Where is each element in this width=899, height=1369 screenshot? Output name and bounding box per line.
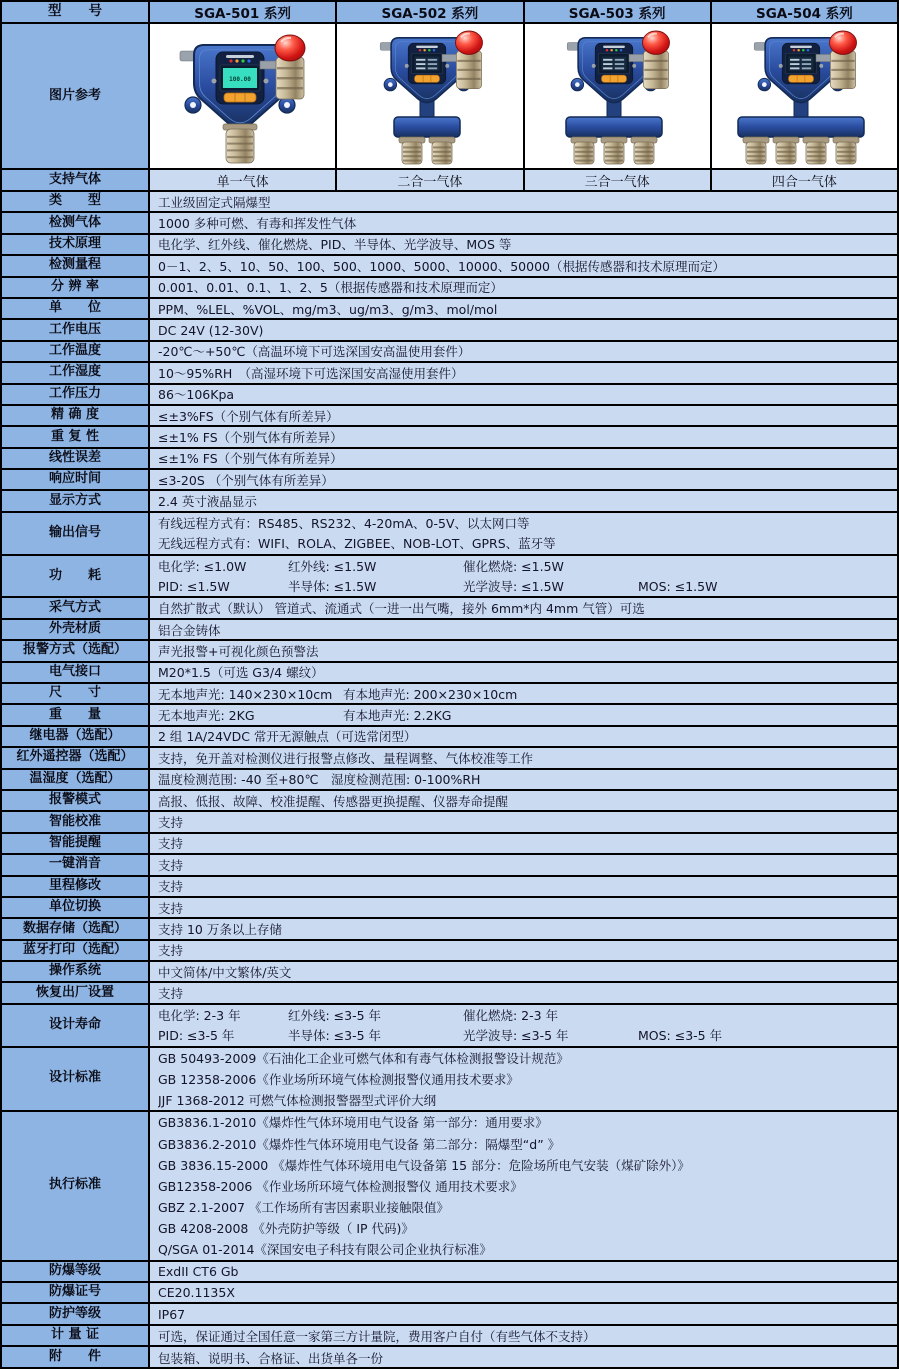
spec-segment: 有本地声光: 2.2KG bbox=[343, 708, 452, 724]
spec-row bbox=[2, 877, 897, 898]
spec-row bbox=[2, 213, 897, 234]
spec-value bbox=[150, 385, 897, 404]
spec-label: 恢复出厂设置 bbox=[2, 983, 150, 1002]
spec-row bbox=[2, 748, 897, 769]
spec-line: PPM、%LEL、%VOL、mg/m3、ug/m3、g/m3、mol/mol bbox=[158, 301, 498, 317]
spec-row bbox=[2, 363, 897, 384]
spec-segment: 光学波导: ≤1.5W bbox=[463, 579, 564, 595]
spec-row bbox=[2, 919, 897, 940]
gas-row-label: 支持气体 bbox=[2, 170, 150, 190]
spec-segment: 无本地声光: 2KG bbox=[158, 708, 255, 724]
product-image-SGA-504 bbox=[713, 25, 895, 167]
spec-label: 数据存储（选配） bbox=[2, 919, 150, 938]
spec-value bbox=[150, 556, 897, 597]
spec-line bbox=[158, 684, 897, 703]
spec-row bbox=[2, 641, 897, 662]
spec-label: 分 辨 率 bbox=[2, 278, 150, 297]
spec-line: ≤±1% FS（个别气体有所差异） bbox=[158, 451, 343, 467]
spec-label: 计 量 证 bbox=[2, 1326, 150, 1345]
spec-line: GB3836.2-2010《爆炸性气体环境用电气设备 第二部分：隔爆型“d” 》 bbox=[158, 1136, 561, 1152]
spec-label: 设计标准 bbox=[2, 1048, 150, 1110]
spec-row bbox=[2, 1005, 897, 1048]
model-header-row bbox=[2, 2, 897, 24]
spec-segment: 无本地声光: 140×230×10cm bbox=[158, 686, 333, 702]
spec-row bbox=[2, 898, 897, 919]
spec-label: 检测气体 bbox=[2, 213, 150, 232]
spec-value bbox=[150, 192, 897, 211]
spec-value bbox=[150, 663, 897, 682]
spec-label: 检测量程 bbox=[2, 256, 150, 275]
product-image-SGA-503 bbox=[526, 25, 708, 167]
spec-value bbox=[150, 235, 897, 254]
spec-row bbox=[2, 1048, 897, 1112]
spec-label: 工作压力 bbox=[2, 385, 150, 404]
spec-value bbox=[150, 898, 897, 917]
spec-label: 防护等级 bbox=[2, 1304, 150, 1323]
spec-segment: 半导体: ≤1.5W bbox=[288, 579, 377, 595]
spec-value bbox=[150, 962, 897, 981]
spec-label: 蓝牙打印（选配） bbox=[2, 941, 150, 960]
spec-value bbox=[150, 748, 897, 767]
product-image-SGA-501 bbox=[152, 25, 334, 167]
spec-label: 重 量 bbox=[2, 705, 150, 724]
spec-label: 继电器（选配） bbox=[2, 727, 150, 746]
spec-row bbox=[2, 556, 897, 599]
spec-value bbox=[150, 1283, 897, 1302]
spec-line: 0－1、2、5、10、50、100、500、1000、5000、10000、50000（根据传感器和技术原理而定） bbox=[158, 258, 725, 274]
spec-label: 外壳材质 bbox=[2, 620, 150, 639]
product-cell-SGA-504 bbox=[712, 24, 897, 168]
spec-line: GB 12358-2006《作业场所环境气体检测报警仪通用技术要求》 bbox=[158, 1071, 519, 1087]
spec-label: 技术原理 bbox=[2, 235, 150, 254]
spec-line: GBZ 2.1-2007 《工作场所有害因素职业接触限值》 bbox=[158, 1199, 449, 1215]
spec-line: 支持 bbox=[158, 943, 184, 959]
image-reference-row bbox=[2, 24, 897, 170]
spec-segment: MOS: ≤3-5 年 bbox=[638, 1028, 723, 1044]
product-cell-SGA-502 bbox=[337, 24, 524, 168]
spec-value bbox=[150, 1326, 897, 1345]
spec-label: 智能提醒 bbox=[2, 834, 150, 853]
spec-value bbox=[150, 363, 897, 382]
spec-line: 86～106Kpa bbox=[158, 387, 235, 403]
spec-value bbox=[150, 791, 897, 810]
spec-segment: 有本地声光: 200×230×10cm bbox=[343, 686, 518, 702]
spec-line: 无线远程方式有：WIFI、ROLA、ZIGBEE、NOB-LOT、GPRS、蓝牙等 bbox=[158, 536, 556, 552]
spec-label: 附 件 bbox=[2, 1347, 150, 1368]
spec-label: 温湿度（选配） bbox=[2, 770, 150, 789]
spec-label: 一键消音 bbox=[2, 855, 150, 874]
spec-label: 报警模式 bbox=[2, 791, 150, 810]
spec-row bbox=[2, 855, 897, 876]
spec-row bbox=[2, 278, 897, 299]
spec-value bbox=[150, 1262, 897, 1281]
spec-line: 有线远程方式有：RS485、RS232、4-20mA、0-5V、以太网口等 bbox=[158, 516, 530, 532]
spec-line: 声光报警+可视化颜色预警法 bbox=[158, 643, 319, 659]
spec-line: ≤3-20S （个别气体有所差异） bbox=[158, 472, 334, 488]
spec-line: 10～95%RH （高湿环境下可选深国安高湿使用套件） bbox=[158, 365, 464, 381]
spec-label: 电气接口 bbox=[2, 663, 150, 682]
spec-value bbox=[150, 342, 897, 361]
spec-line: 包装箱、说明书、合格证、出货单各一份 bbox=[158, 1350, 384, 1366]
spec-label: 防爆证号 bbox=[2, 1283, 150, 1302]
spec-row bbox=[2, 385, 897, 406]
product-image-SGA-502 bbox=[339, 25, 521, 167]
spec-segment: MOS: ≤1.5W bbox=[638, 578, 718, 594]
spec-line: 支持 bbox=[158, 879, 184, 895]
spec-value bbox=[150, 641, 897, 660]
spec-label: 工作湿度 bbox=[2, 363, 150, 382]
svg-text:100.00: 100.00 bbox=[228, 76, 251, 83]
spec-value bbox=[150, 770, 897, 789]
spec-label: 工作温度 bbox=[2, 342, 150, 361]
spec-value bbox=[150, 1005, 897, 1046]
spec-row bbox=[2, 1347, 897, 1368]
spec-row bbox=[2, 1326, 897, 1347]
spec-value bbox=[150, 855, 897, 874]
spec-line: IP67 bbox=[158, 1306, 186, 1322]
spec-label: 类 型 bbox=[2, 192, 150, 211]
spec-row bbox=[2, 235, 897, 256]
spec-value bbox=[150, 598, 897, 617]
spec-segment: 电化学: ≤1.0W bbox=[158, 558, 247, 574]
spec-value bbox=[150, 213, 897, 232]
spec-label: 单 位 bbox=[2, 299, 150, 318]
spec-segment: 光学波导: ≤3-5 年 bbox=[463, 1028, 569, 1044]
spec-line: ≤±1% FS（个别气体有所差异） bbox=[158, 429, 343, 445]
spec-line: ≤±3%FS（个别气体有所差异） bbox=[158, 408, 339, 424]
spec-line: 自然扩散式（默认） 管道式、流通式（一进一出气嘴，接外 6mm*内 4mm 气管）可选 bbox=[158, 601, 645, 617]
spec-label: 采气方式 bbox=[2, 598, 150, 617]
spec-line bbox=[158, 1025, 897, 1045]
spec-value bbox=[150, 513, 897, 554]
spec-row bbox=[2, 299, 897, 320]
spec-value bbox=[150, 834, 897, 853]
spec-line: GB3836.1-2010《爆炸性气体环境用电气设备 第一部分：通用要求》 bbox=[158, 1115, 548, 1131]
spec-row bbox=[2, 812, 897, 833]
spec-value bbox=[150, 406, 897, 425]
spec-label: 线性误差 bbox=[2, 449, 150, 468]
spec-value bbox=[150, 320, 897, 339]
spec-line: ExdII CT6 Gb bbox=[158, 1263, 239, 1279]
model-header-label: 型 号 bbox=[2, 2, 150, 22]
spec-value bbox=[150, 620, 897, 639]
spec-line: 铝合金铸体 bbox=[158, 622, 221, 638]
spec-line: 1000 多种可燃、有毒和挥发性气体 bbox=[158, 216, 357, 232]
spec-row bbox=[2, 727, 897, 748]
spec-row bbox=[2, 834, 897, 855]
spec-row bbox=[2, 620, 897, 641]
spec-line: 支持 bbox=[158, 815, 184, 831]
spec-segment: 半导体: ≤3-5 年 bbox=[288, 1028, 382, 1044]
spec-line: 支持 bbox=[158, 836, 184, 852]
model-header-3: SGA-503 系列 bbox=[525, 2, 712, 22]
spec-row bbox=[2, 770, 897, 791]
spec-row bbox=[2, 342, 897, 363]
spec-row bbox=[2, 684, 897, 705]
spec-line: 2 组 1A/24VDC 常开无源触点（可选常闭型） bbox=[158, 729, 417, 745]
spec-value bbox=[150, 1048, 897, 1110]
spec-value bbox=[150, 684, 897, 703]
spec-label: 响应时间 bbox=[2, 470, 150, 489]
spec-row bbox=[2, 427, 897, 448]
spec-value bbox=[150, 278, 897, 297]
spec-label: 智能校准 bbox=[2, 812, 150, 831]
spec-line: -20℃～+50℃（高温环境下可选深国安高温使用套件） bbox=[158, 344, 471, 360]
spec-label: 输出信号 bbox=[2, 513, 150, 554]
spec-line: DC 24V (12-30V) bbox=[158, 322, 264, 338]
gas-type-2: 二合一气体 bbox=[337, 170, 524, 190]
model-header-4: SGA-504 系列 bbox=[712, 2, 897, 22]
spec-row bbox=[2, 1262, 897, 1283]
spec-value bbox=[150, 449, 897, 468]
spec-value bbox=[150, 812, 897, 831]
spec-line: 支持 bbox=[158, 857, 184, 873]
spec-line: 2.4 英寸液晶显示 bbox=[158, 494, 257, 510]
spec-row bbox=[2, 598, 897, 619]
spec-label: 报警方式（选配） bbox=[2, 641, 150, 660]
spec-label: 操作系统 bbox=[2, 962, 150, 981]
spec-segment: 电化学: 2-3 年 bbox=[158, 1008, 241, 1024]
spec-line: Q/SGA 01-2014《深国安电子科技有限公司企业执行标准》 bbox=[158, 1242, 492, 1258]
spec-value bbox=[150, 877, 897, 896]
spec-row bbox=[2, 513, 897, 556]
spec-value bbox=[150, 705, 897, 724]
spec-row bbox=[2, 1112, 897, 1262]
spec-label: 红外遥控器（选配） bbox=[2, 748, 150, 767]
spec-line: 0.001、0.01、0.1、1、2、5（根据传感器和技术原理而定） bbox=[158, 280, 503, 296]
gas-type-1: 单一气体 bbox=[150, 170, 337, 190]
spec-segment: 催化燃烧: ≤1.5W bbox=[463, 558, 564, 574]
spec-row bbox=[2, 791, 897, 812]
spec-label: 显示方式 bbox=[2, 491, 150, 510]
spec-line bbox=[158, 1005, 897, 1025]
spec-row bbox=[2, 1304, 897, 1325]
product-cell-SGA-503 bbox=[525, 24, 712, 168]
spec-label: 单位切换 bbox=[2, 898, 150, 917]
spec-label: 工作电压 bbox=[2, 320, 150, 339]
spec-line bbox=[158, 556, 897, 576]
spec-row bbox=[2, 663, 897, 684]
product-cell-SGA-501 bbox=[150, 24, 337, 168]
spec-line: 工业级固定式隔爆型 bbox=[158, 194, 271, 210]
gas-type-4: 四合一气体 bbox=[712, 170, 897, 190]
gas-type-3: 三合一气体 bbox=[525, 170, 712, 190]
spec-row bbox=[2, 962, 897, 983]
spec-line: 高报、低报、故障、校准提醒、传感器更换提醒、仪器寿命提醒 bbox=[158, 793, 509, 809]
spec-line: 支持 10 万条以上存储 bbox=[158, 922, 282, 937]
spec-value bbox=[150, 427, 897, 446]
spec-label: 设计寿命 bbox=[2, 1005, 150, 1046]
spec-value bbox=[150, 1112, 897, 1260]
spec-line: CE20.1135X bbox=[158, 1285, 235, 1301]
spec-row bbox=[2, 705, 897, 726]
spec-line: 中文简体/中文繁体/英文 bbox=[158, 964, 292, 980]
spec-row bbox=[2, 470, 897, 491]
spec-label: 里程修改 bbox=[2, 877, 150, 896]
spec-segment: 红外线: ≤3-5 年 bbox=[288, 1008, 382, 1024]
spec-label: 功 耗 bbox=[2, 556, 150, 597]
spec-label: 执行标准 bbox=[2, 1112, 150, 1260]
spec-label: 重 复 性 bbox=[2, 427, 150, 446]
spec-line: 支持 bbox=[158, 900, 184, 916]
spec-value bbox=[150, 941, 897, 960]
spec-line: 电化学、红外线、催化燃烧、PID、半导体、光学波导、MOS 等 bbox=[158, 237, 512, 253]
spec-value bbox=[150, 256, 897, 275]
spec-row bbox=[2, 1283, 897, 1304]
spec-line: GB12358-2006 《作业场所环境气体检测报警仪 通用技术要求》 bbox=[158, 1178, 523, 1194]
spec-row bbox=[2, 983, 897, 1004]
spec-row bbox=[2, 192, 897, 213]
spec-row bbox=[2, 406, 897, 427]
spec-value bbox=[150, 1304, 897, 1323]
spec-row bbox=[2, 941, 897, 962]
spec-segment: PID: ≤3-5 年 bbox=[158, 1028, 235, 1044]
spec-line: 支持，免开盖对检测仪进行报警点修改、量程调整、气体校准等工作 bbox=[158, 750, 534, 766]
spec-segment: 红外线: ≤1.5W bbox=[288, 558, 377, 574]
spec-line: 温度检测范围: -40 至+80℃ 湿度检测范围: 0-100%RH bbox=[158, 772, 481, 788]
supported-gas-row bbox=[2, 170, 897, 192]
spec-value bbox=[150, 1347, 897, 1368]
spec-row bbox=[2, 491, 897, 512]
spec-value bbox=[150, 470, 897, 489]
spec-line: JJF 1368-2012 可燃气体检测报警器型式评价大纲 bbox=[158, 1092, 437, 1108]
spec-value bbox=[150, 299, 897, 318]
spec-row bbox=[2, 449, 897, 470]
spec-line: GB 50493-2009《石油化工企业可燃气体和有毒气体检测报警设计规范》 bbox=[158, 1051, 569, 1067]
spec-label: 防爆等级 bbox=[2, 1262, 150, 1281]
spec-line bbox=[158, 705, 897, 724]
spec-line: 可选，保证通过全国任意一家第三方计量院，费用客户自付（有些气体不支持） bbox=[158, 1328, 596, 1344]
model-header-1: SGA-501 系列 bbox=[150, 2, 337, 22]
spec-segment: PID: ≤1.5W bbox=[158, 578, 230, 594]
model-header-2: SGA-502 系列 bbox=[337, 2, 524, 22]
spec-segment: 催化燃烧: 2-3 年 bbox=[463, 1008, 559, 1024]
spec-line: GB 3836.15-2000 《爆炸性气体环境用电气设备第 15 部分：危险场所电气安装（煤矿除外）》 bbox=[158, 1157, 690, 1173]
spec-row bbox=[2, 256, 897, 277]
spec-value bbox=[150, 919, 897, 938]
spec-label: 尺 寸 bbox=[2, 684, 150, 703]
spec-value bbox=[150, 983, 897, 1002]
spec-line: 支持 bbox=[158, 986, 184, 1002]
spec-line: M20*1.5（可选 G3/4 螺纹） bbox=[158, 665, 324, 681]
spec-line bbox=[158, 576, 897, 596]
image-row-label: 图片参考 bbox=[2, 24, 150, 168]
spec-value bbox=[150, 727, 897, 746]
spec-value bbox=[150, 491, 897, 510]
spec-line: GB 4208-2008 《外壳防护等级（ IP 代码)》 bbox=[158, 1220, 414, 1236]
spec-row bbox=[2, 320, 897, 341]
spec-label: 精 确 度 bbox=[2, 406, 150, 425]
